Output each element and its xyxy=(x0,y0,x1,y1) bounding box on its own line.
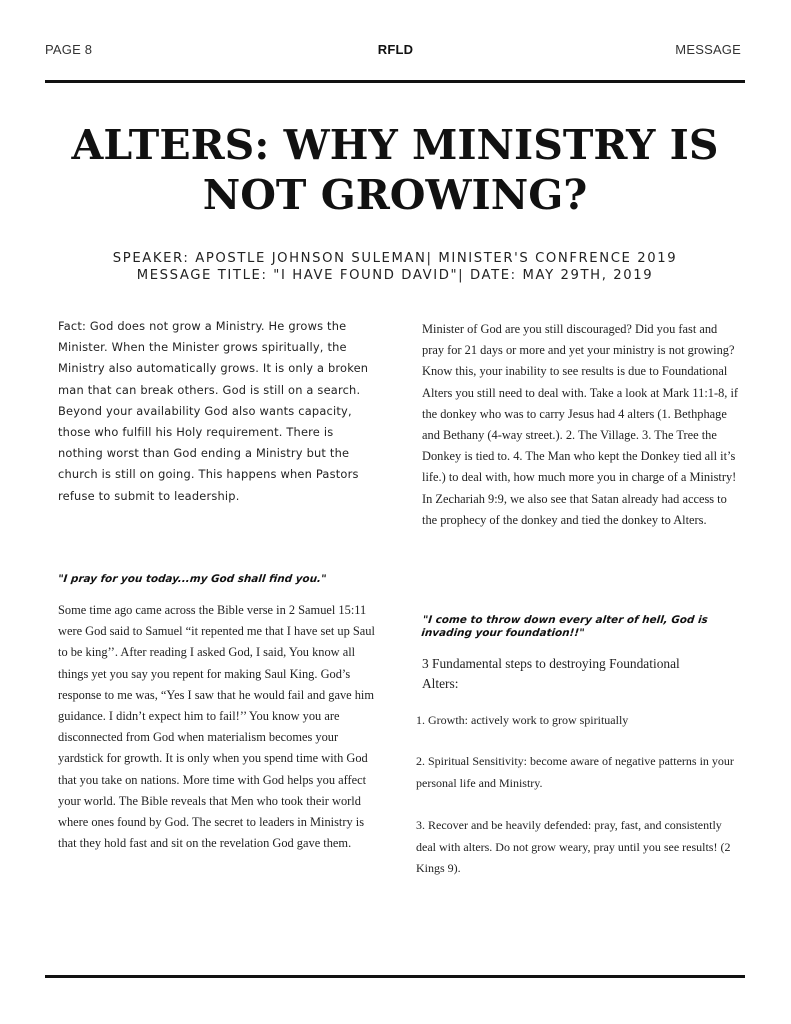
section-label: MESSAGE xyxy=(675,42,741,57)
article-title: ALTERS: WHY MINISTRY IS NOT GROWING? xyxy=(71,121,719,219)
top-divider xyxy=(45,80,745,83)
step-item-3: 3. Recover and be heavily defended: pray, fast, and consistently deal with alters. Do not grow weary, pray until you see results! (2 Kings 9). xyxy=(416,818,731,875)
message-title-line: MESSAGE TITLE: "I HAVE FOUND DAVID"| DATE: MAY 29TH, 2019 xyxy=(136,268,654,283)
right-body-paragraph: Minister of God are you still discouraged? Did you fast and pray for 21 days or more and yet your ministry is not growing? Know this, your inability to see results is due to Foundational Alters you still need to deal with. Take a look at Mark 11:1-8, if the donkey who was to carry Jesus had 4 alters (1. Bethphage and Bethany (4-way street.). 2. The Village. 3. The Tree the Donkey is tied to. 4. The Man who kept the Donkey tied all it’s life.) to deal with, how much more you in charge of a Ministry! In Zechariah 9:9, we also see that Satan already had access to the prophecy of the donkey and tied the donkey to Alters. xyxy=(422,322,739,527)
bottom-divider xyxy=(45,975,745,978)
pull-quote-left: "I pray for you today...my God shall find you." xyxy=(57,573,328,585)
fact-paragraph: Fact: God does not grow a Ministry. He grows the Minister. When the Minister grows spiritually, the Ministry also automatically grows. It is only a broken man that can break others. God is still on a search. Beyond your availability God also wants capacity, those who fulfill his Holy requirement. There is nothing worst than God ending a Ministry but the church is still on going. This happens when Pastors refuse to submit to leadership. xyxy=(58,319,369,503)
step-item-1: 1. Growth: actively work to grow spiritually xyxy=(416,713,629,727)
left-body-paragraph: Some time ago came across the Bible verse in 2 Samuel 15:11 were God said to Samuel “it repented me that I have set up Saul to be king’’. After reading I asked God, I said, You know all things yet you say you repent for making Saul King. God’s response to me was, “Yes I saw that he would fail and gave him guidance. I didn’t expect him to fail!’’ You know you are disconnected from God when materialism becomes your yardstick for growth. It is only when you spend time with God that you take on nations. More time with God helps you affect your world. The Bible reveals that Men who took their world where ones found by God. The secret to leaders in Ministry is that they hold fast and sit on the revelation God gave them. xyxy=(58,603,375,851)
step-item-2: 2. Spiritual Sensitivity: become aware of negative patterns in your personal life and Ministry. xyxy=(416,754,734,790)
pull-quote-right: "I come to throw down every alter of hell, God is invading your foundation!!" xyxy=(420,614,709,639)
publication-name: RFLD xyxy=(377,42,414,57)
speaker-line: SPEAKER: APOSTLE JOHNSON SULEMAN| MINISTER'S CONFRENCE 2019 xyxy=(112,251,678,266)
page-number: PAGE 8 xyxy=(45,42,93,57)
steps-heading: 3 Fundamental steps to destroying Foundational Alters: xyxy=(422,656,680,691)
